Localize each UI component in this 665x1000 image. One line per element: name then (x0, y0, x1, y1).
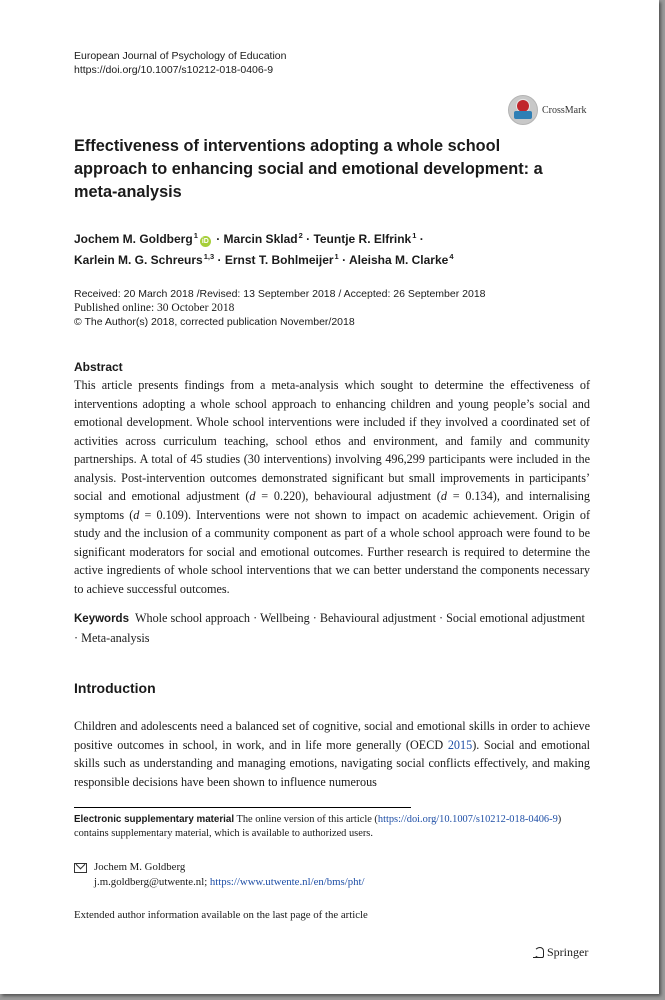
footnote-text: ) contains supplementary material, which is available to authorized users. (74, 814, 562, 839)
journal-name: European Journal of Psychology of Education (74, 50, 287, 62)
effect-size-symbol: d (249, 489, 256, 503)
author-affiliation: 1 (334, 252, 339, 261)
effect-size-symbol: d (133, 507, 140, 522)
crossmark-badge[interactable] (508, 95, 586, 125)
footnote-divider (74, 807, 411, 808)
author-affiliation: 1 (412, 231, 417, 240)
author-email[interactable]: j.m.goldberg@utwente.nl (94, 876, 205, 888)
author-separator: · (306, 232, 311, 246)
author-name[interactable]: Teuntje R. Elfrink (313, 232, 412, 246)
author-affiliation: 1 (193, 231, 198, 240)
corresponding-author: Jochem M. Goldberg (94, 861, 186, 873)
author-website-link[interactable]: https://www.utwente.nl/en/bms/pht/ (209, 876, 365, 888)
abstract-text (74, 376, 590, 598)
author-name[interactable]: Aleisha M. Clarke (348, 253, 449, 267)
author-name[interactable]: Ernst T. Bohlmeijer (224, 253, 334, 267)
author-name[interactable]: Karlein M. G. Schreurs (74, 253, 203, 267)
journal-header (74, 49, 286, 77)
introduction-heading: Introduction (74, 680, 156, 696)
copyright-line: © The Author(s) 2018, corrected publication November/2018 (74, 316, 355, 328)
author-separator: · (216, 232, 221, 246)
keywords-text: Whole school approach · Wellbeing · Behavioural adjustment · Social emotional adjustment · Meta-analysis (74, 611, 585, 645)
keywords-label: Keywords (74, 613, 129, 625)
envelope-icon (74, 863, 87, 873)
author-separator: · (217, 253, 222, 267)
abstract-part: , behavioural adjustment ( (305, 489, 441, 503)
supplementary-footnote (74, 813, 590, 841)
correspondence (74, 860, 365, 890)
intro-part: ). Social and emotional skills such as understanding and managing emotions, navigating social conflicts effectively, and making responsible decisions have been shown to influence numerous (74, 737, 591, 789)
author-separator: · (419, 232, 424, 246)
article-title: Effectiveness of interventions adopting a whole school approach to enhancing social and emotional development: a meta-analysis (74, 137, 543, 201)
abstract-part: This article presents findings from a meta-analysis which sought to determine the effectiveness of interventions adopting a whole school approach to enhancing children and young people’s social and emotional development. Whole school interventions were included if they involved a coordinated set of activities across curriculum teaching, school ethos and environment, and family and community partnerships. A total of 45 studies (30 interventions) involving 496,299 participants were included in the analysis. Post-intervention outcomes demonstrated significant but small improvements in participants’ social and emotional adjustment ( (74, 378, 590, 503)
publisher-name: Springer (547, 945, 589, 959)
effect-size-value: = 0.134), and internalising symptoms ( (74, 489, 590, 522)
author-affiliation: 4 (449, 252, 454, 261)
contact-line (94, 875, 365, 890)
crossmark-label: CrossMark (542, 104, 587, 116)
orcid-icon[interactable]: iD (201, 238, 209, 245)
springer-horse-icon (533, 946, 543, 959)
citation-link[interactable]: 2015 (447, 737, 473, 752)
introduction-text (74, 717, 590, 791)
crossmark-logo-icon (508, 95, 538, 125)
abstract-heading: Abstract (74, 360, 123, 374)
footnote-text: The online version of this article ( (234, 814, 378, 825)
extended-author-info: Extended author information available on the last page of the article (74, 909, 368, 921)
keywords (74, 609, 590, 647)
publisher-logo (533, 945, 588, 960)
author-name[interactable]: Jochem M. Goldberg (74, 232, 193, 246)
publication-dates (74, 287, 486, 329)
supplementary-link[interactable]: https://doi.org/10.1007/s10212-018-0406-9 (377, 814, 558, 825)
author-list (74, 227, 594, 269)
author-affiliation: 2 (298, 231, 303, 240)
effect-size-value: = 0.109) (139, 507, 188, 522)
intro-part: Children and adolescents need a balanced set of cognitive, social and emotional skills in order to achieve positive outcomes in school, in work, and in life more generally (OECD (74, 719, 590, 752)
author-name[interactable]: Marcin Sklad (223, 232, 298, 246)
abstract-part: . Interventions were not shown to impact on academic achievement. Origin of study and the inclusion of a community component as part of a whole school approach were found to be significant moderators for social and emotional outcomes. Further research is required to determine the active ingredients of whole school interventions that we can better understand the components necessary to achieve successful outcomes. (74, 507, 590, 596)
journal-doi[interactable]: https://doi.org/10.1007/s10212-018-0406-9 (74, 64, 274, 76)
effect-size-value: = 0.220) (255, 489, 306, 503)
footnote-label: Electronic supplementary material (74, 814, 235, 825)
contact-separator: ; (204, 876, 210, 888)
author-separator: · (342, 253, 347, 267)
author-affiliation: 1,3 (203, 252, 215, 261)
effect-size-symbol: d (440, 489, 447, 503)
published-online: Published online: 30 October 2018 (74, 302, 235, 314)
received-dates: Received: 20 March 2018 /Revised: 13 September 2018 / Accepted: 26 September 2018 (74, 288, 486, 300)
